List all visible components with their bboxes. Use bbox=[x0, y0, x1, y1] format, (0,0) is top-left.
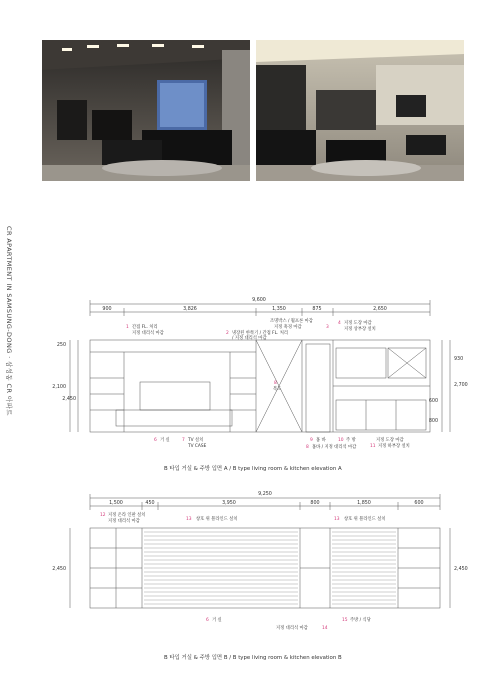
label-text: 거 실 bbox=[212, 618, 222, 623]
label-text: 홈 바 bbox=[316, 438, 326, 443]
living-room-photo-right bbox=[256, 40, 464, 181]
label-num: 13 bbox=[334, 517, 340, 522]
label-text: 주방 / 식당 bbox=[350, 618, 371, 623]
label-text: 창호 위 블라인드 설치 bbox=[196, 517, 238, 522]
elevation-a-seg: 875 bbox=[312, 307, 322, 312]
elevation-b-total: 9,250 bbox=[258, 492, 272, 497]
label-text: 냉장된 한쪽기 / 간접 FL. 처리 bbox=[232, 331, 289, 336]
label-text: 지정 대리석 마감 bbox=[276, 626, 308, 631]
label-num: 6 bbox=[154, 438, 157, 443]
side-title bbox=[2, 226, 16, 466]
elevation-a-caption: B 타입 거실 & 주방 입면 A / B type living room & kitchen elevation A bbox=[164, 466, 342, 472]
label-num: 8 bbox=[274, 381, 277, 386]
label-num: 10 bbox=[338, 438, 344, 443]
label-num: 8 bbox=[306, 445, 309, 450]
label-text: 간접 FL. 처리 bbox=[132, 325, 158, 330]
label-num: 3 bbox=[326, 325, 329, 330]
label-num: 15 bbox=[342, 618, 348, 623]
label-text: 복도 bbox=[273, 387, 282, 392]
label-text: / 지정 대리석 마감 bbox=[232, 336, 267, 341]
label-num: 13 bbox=[186, 517, 192, 522]
label-num: 12 bbox=[100, 513, 106, 518]
label-num: 1 bbox=[126, 325, 129, 330]
elevation-a-right-dim: 930 bbox=[454, 357, 464, 362]
label-text: 지정 하부장 설치 bbox=[378, 444, 410, 449]
elevation-b-seg: 1,500 bbox=[109, 501, 123, 506]
label-text: 거 실 bbox=[160, 438, 170, 443]
label-text: 홈바 / 지정 대리석 마감 bbox=[312, 445, 357, 450]
label-num: 9 bbox=[310, 438, 313, 443]
label-text: 지정 대리석 마감 bbox=[132, 331, 164, 336]
elevation-b-left-dim: 2,450 bbox=[52, 567, 66, 572]
elevation-a-total: 9,600 bbox=[252, 298, 266, 303]
elevation-a-seg: 3,826 bbox=[183, 307, 197, 312]
label-text: 지정 도장 마감 bbox=[376, 438, 404, 443]
label-text: TV CASE bbox=[188, 444, 207, 449]
label-num: 6 bbox=[206, 618, 209, 623]
elevation-b-seg: 1,850 bbox=[357, 501, 371, 506]
elevation-b-drawing bbox=[30, 490, 470, 640]
elevation-b-seg: 3,950 bbox=[222, 501, 236, 506]
label-text: 지정 온라 인판 설치 bbox=[108, 513, 146, 518]
label-text: TV 설치 bbox=[188, 438, 204, 443]
elevation-a-drawing bbox=[30, 290, 470, 455]
elevation-a-seg: 900 bbox=[102, 307, 112, 312]
label-num: 2 bbox=[226, 331, 229, 336]
elevation-a-right-dim: 800 bbox=[428, 419, 438, 424]
elevation-b-seg: 800 bbox=[310, 501, 320, 506]
label-text: 창호 위 블라인드 설치 bbox=[344, 517, 386, 522]
label-text: 조명박스 / 월프론 마감 bbox=[270, 319, 313, 324]
elevation-a-seg: 2,650 bbox=[373, 307, 387, 312]
elevation-a-seg: 1,350 bbox=[272, 307, 286, 312]
elevation-a-right-dim: 2,700 bbox=[454, 383, 468, 388]
label-text: 지정 흑경 마감 bbox=[274, 325, 302, 330]
elevation-b-seg: 450 bbox=[145, 501, 155, 506]
elevation-a-left-dim: 2,100 bbox=[52, 385, 66, 390]
label-num: 14 bbox=[322, 626, 328, 631]
label-num: 7 bbox=[182, 438, 185, 443]
elevation-a-right-dim: 600 bbox=[428, 399, 438, 404]
elevation-b-right-dim: 2,450 bbox=[454, 567, 468, 572]
living-room-photo-left bbox=[42, 40, 250, 181]
elevation-a-left-dim: 250 bbox=[56, 343, 66, 348]
elevation-a-left-dim: 2,450 bbox=[62, 397, 76, 402]
label-text: 지정 대리석 마감 bbox=[108, 519, 140, 524]
label-num: 11 bbox=[370, 444, 376, 449]
label-text: 지정 도장 마감 bbox=[344, 321, 372, 326]
elevation-b-seg: 600 bbox=[414, 501, 424, 506]
side-title-text: CR APARTMENT IN SAMSUNG-DONG · 삼성동 CR 아파트 bbox=[5, 226, 13, 416]
label-text: 주 방 bbox=[346, 438, 356, 443]
label-text: 지정 상부장 설치 bbox=[344, 327, 376, 332]
elevation-b-caption: B 타입 거실 & 주방 입면 B / B type living room & kitchen elevation B bbox=[164, 655, 342, 661]
label-num: 4 bbox=[338, 321, 341, 326]
